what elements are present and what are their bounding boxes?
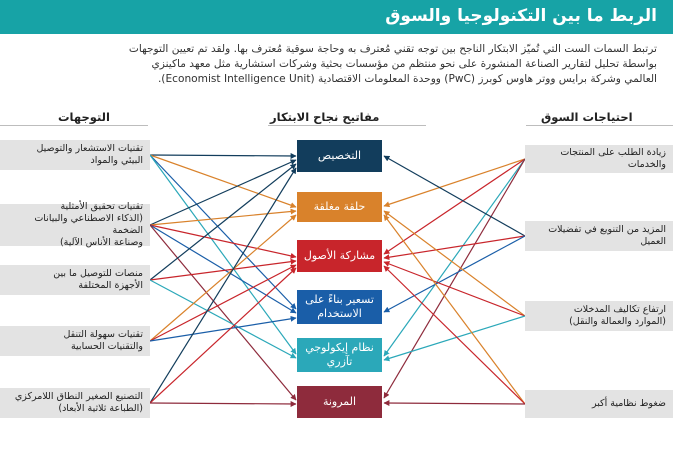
key-box-closed-loop: حلقة مغلقة (297, 192, 382, 224)
key-box-customization: التخصيص (297, 140, 382, 174)
link-line (150, 155, 296, 354)
key-box-flexibility: المرونة (297, 386, 382, 420)
need-box-diversity: المزيد من التنويع في تفضيلات العميل (525, 221, 673, 251)
intro-line: بواسطة تحليل لتقارير الصناعة المنشورة على نحو منتظم من مؤسسات بحثية وشركات استشارية مثل معهد ماكينزي (151, 58, 657, 70)
intro-line: العالمي وشركة برايس ووتر هاوس كوبرز (PwC) ووحدة المعلومات الاقتصادية (Economist Intelligence Unit). (157, 73, 657, 85)
link-line (384, 159, 525, 356)
link-line (150, 225, 296, 313)
key-box-usage-pricing: تسعير بناءً على الاستخدام (297, 290, 382, 326)
link-line (384, 266, 525, 404)
link-line (384, 215, 525, 404)
link-line (384, 316, 525, 360)
link-line (150, 225, 296, 257)
page-title: الربط ما بين التكنولوجيا والسوق (385, 6, 657, 26)
trend-box-platforms: منصات للتوصيل ما بين الأجهزة المختلفة (0, 265, 150, 295)
needs-column-heading: احتياجات السوق (541, 110, 633, 124)
key-box-asset-sharing: مشاركة الأصول (297, 240, 382, 274)
link-line (150, 155, 296, 156)
link-line (150, 215, 296, 341)
link-line (150, 280, 296, 358)
need-box-costs: ارتفاع تكاليف المدخلات (الموارد والعمالة والنقل) (525, 301, 673, 331)
link-line (384, 403, 525, 404)
link-line (150, 211, 296, 225)
link-line (150, 268, 296, 403)
link-line (150, 160, 296, 225)
need-box-demand: زيادة الطلب على المنتجات والخدمات (525, 145, 673, 173)
link-line (384, 159, 525, 206)
trend-box-mobility: تقنيات سهولة التنقل والتقنيات الحسابية (0, 326, 150, 356)
intro-line: ترتبط السمات الست التي تُميّز الابتكار الناجح بين توجه تقني مُعترف به وحاجة سوقية مُعترف بها. ولقد تم تعيين التوجهات (128, 43, 657, 55)
link-line (384, 159, 525, 398)
trend-box-sensing: تقنيات الاستشعار والتوصيل البيئي والمواد (0, 140, 150, 170)
link-line (150, 225, 296, 400)
link-line (384, 262, 525, 316)
trends-column-heading: التوجهات (58, 110, 110, 124)
link-line (150, 261, 296, 280)
keys-column-heading: مفاتيح نجاح الابتكار (270, 110, 380, 124)
need-box-pressures: ضغوط نظامية أكبر (525, 390, 673, 418)
trend-box-manufacturing: التصنيع الصغير النطاق اللامركزي (الطباعة ثلاثية الأبعاد) (0, 388, 150, 418)
link-line (150, 403, 296, 404)
key-box-ecosystem: نظام إيكولوجي تآزري (297, 338, 382, 374)
trend-box-optimization: تقنيات تحقيق الأمثلية (الذكاء الاصطناعي والبيانات الضخمة وصناعة الأناس الآلية) (0, 204, 150, 246)
